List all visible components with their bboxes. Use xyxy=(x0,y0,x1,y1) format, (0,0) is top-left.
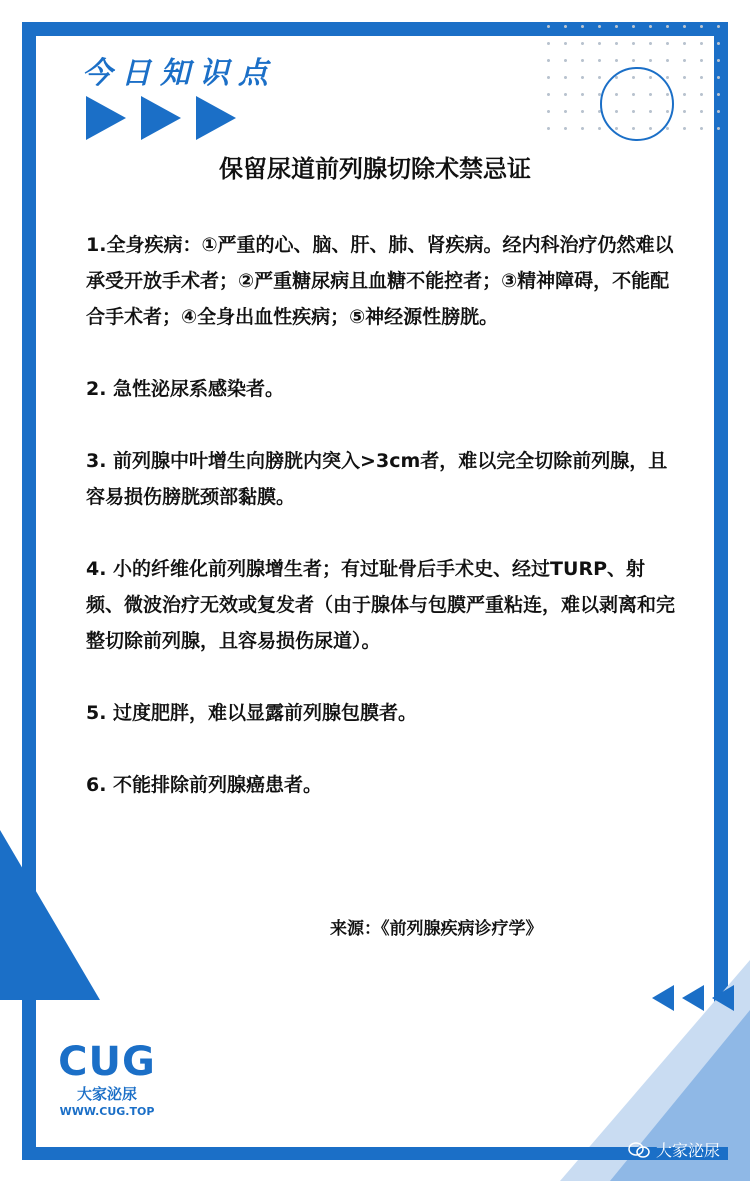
kicker-heading: 今日知识点 xyxy=(82,56,277,91)
list-item: 5. 过度肥胖，难以显露前列腺包膜者。 xyxy=(86,702,418,724)
watermark xyxy=(628,1138,720,1161)
wechat-icon xyxy=(628,1142,650,1158)
page-title: 保留尿道前列腺切除术禁忌证 xyxy=(219,155,531,183)
contraindication-list xyxy=(86,227,676,839)
back-arrows-icon xyxy=(652,985,736,1011)
logo-url: WWW.CUG.TOP xyxy=(59,1105,155,1118)
list-item: 3. 前列腺中叶增生向膀胱内突入>3cm者，难以完全切除前列腺，且容易损伤膀胱颈部黏膜。 xyxy=(86,450,668,508)
source-citation: 来源：《前列腺疾病诊疗学》 xyxy=(330,919,543,939)
logo-name: 大家泌尿 xyxy=(76,1085,137,1103)
logo-mark: CUG xyxy=(58,1039,156,1085)
play-arrows-icon xyxy=(86,96,246,140)
list-item: 6. 不能排除前列腺癌患者。 xyxy=(86,774,323,796)
list-item: 4. 小的纤维化前列腺增生者；有过耻骨后手术史、经过TURP、射频、微波治疗无效或复发者（由于腺体与包膜严重粘连，难以剥离和完整切除前列腺，且容易损伤尿道）。 xyxy=(86,558,676,652)
watermark-text: 大家泌尿 xyxy=(656,1141,721,1160)
cug-logo xyxy=(52,1040,162,1120)
list-item: 1.全身疾病：①严重的心、脑、肝、肺、肾疾病。经内科治疗仍然难以承受开放手术者；②严重糖尿病且血糖不能控者；③精神障碍，不能配合手术者；④全身出血性疾病；⑤神经源性膀胱。 xyxy=(86,234,674,328)
list-item: 2. 急性泌尿系感染者。 xyxy=(86,378,285,400)
